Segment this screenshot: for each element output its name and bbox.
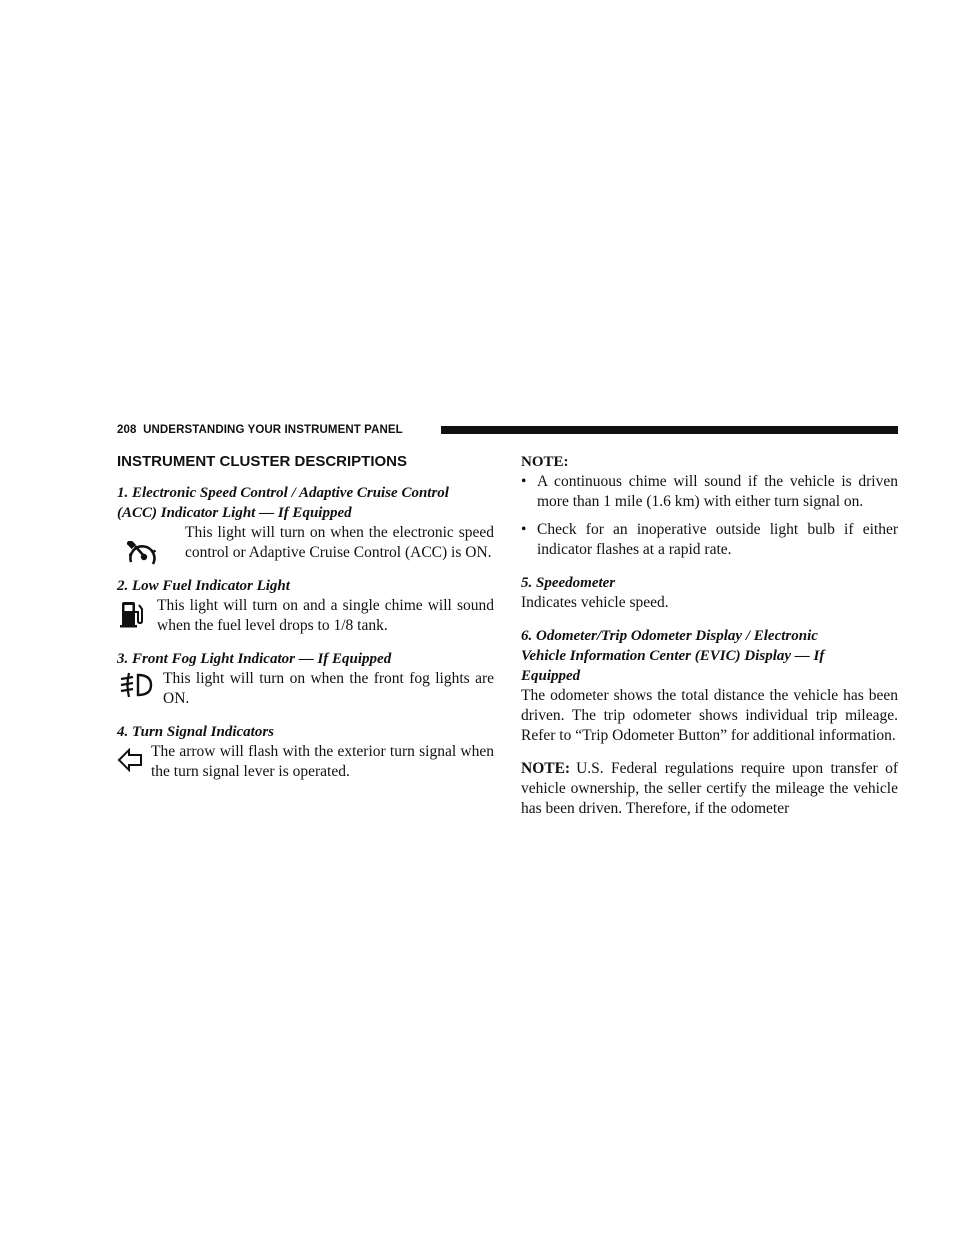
item-description: Indicates vehicle speed. <box>521 594 669 611</box>
item-description: The arrow will flash with the exterior turn signal when the turn signal lever is operated. <box>151 743 494 780</box>
bullet-text: Check for an inoperative outside light bulb if either indicator flashes at a rapid rate. <box>537 521 898 558</box>
page-number: 208 <box>117 424 137 436</box>
item-heading-line: 1. Electronic Speed Control / Adaptive Cruise Control <box>117 485 449 501</box>
item-heading: 4. Turn Signal Indicators <box>117 724 274 740</box>
list-item <box>521 520 898 560</box>
note-text: U.S. Federal regulations require upon transfer of vehicle ownership, the seller certify the mileage the vehicle has been driven. Therefore, if the odometer <box>521 760 898 817</box>
list-item <box>521 472 898 512</box>
right-column <box>521 452 898 819</box>
speed-control-icon <box>127 541 159 576</box>
turn-signal-icon <box>117 748 143 777</box>
item-heading-line: 6. Odometer/Trip Odometer Display / Electronic <box>521 628 818 644</box>
item-fog-light <box>117 649 494 709</box>
fuel-pump-icon <box>119 600 145 633</box>
item-description: This light will turn on when the electronic speed control or Adaptive Cruise Control (ACC) is ON. <box>185 524 494 561</box>
item-heading: 2. Low Fuel Indicator Light <box>117 578 290 594</box>
item-speed-control <box>117 483 494 563</box>
fog-light-icon <box>119 672 155 703</box>
header-rule <box>441 426 898 434</box>
item-description: This light will turn on and a single chime will sound when the fuel level drops to 1/8 tank. <box>157 597 494 634</box>
page-header-text <box>117 422 403 438</box>
item-heading <box>117 483 494 523</box>
item-heading <box>521 626 898 686</box>
bullet-text: A continuous chime will sound if the vehicle is driven more than 1 mile (1.6 km) with either turn signal on. <box>537 473 898 510</box>
item-turn-signal <box>117 722 494 782</box>
left-column <box>117 452 494 795</box>
note-label: NOTE: <box>521 454 569 470</box>
page-title: INSTRUMENT CLUSTER DESCRIPTIONS <box>117 453 408 470</box>
item-heading: 5. Speedometer <box>521 575 616 591</box>
odometer-note <box>521 759 898 819</box>
item-description: This light will turn on when the front fog lights are ON. <box>163 670 494 707</box>
note-label: NOTE: <box>521 760 571 777</box>
item-odometer <box>521 626 898 746</box>
item-low-fuel <box>117 576 494 636</box>
bullet-glyph: • <box>521 521 527 538</box>
item-heading: 3. Front Fog Light Indicator — If Equipped <box>117 651 392 667</box>
section-title: UNDERSTANDING YOUR INSTRUMENT PANEL <box>143 424 403 436</box>
note-bullet-list <box>521 472 898 560</box>
item-speedometer <box>521 573 898 613</box>
page-header <box>117 422 898 438</box>
item-heading-line: (ACC) Indicator Light — If Equipped <box>117 505 352 521</box>
item-description: The odometer shows the total distance the vehicle has been driven. The trip odometer shows individual trip mileage. Refer to “Trip Odometer Button” for additional information. <box>521 687 898 744</box>
bullet-glyph: • <box>521 473 527 490</box>
item-heading-line: Vehicle Information Center (EVIC) Display — If <box>521 648 825 664</box>
item-heading-line: Equipped <box>521 668 581 684</box>
